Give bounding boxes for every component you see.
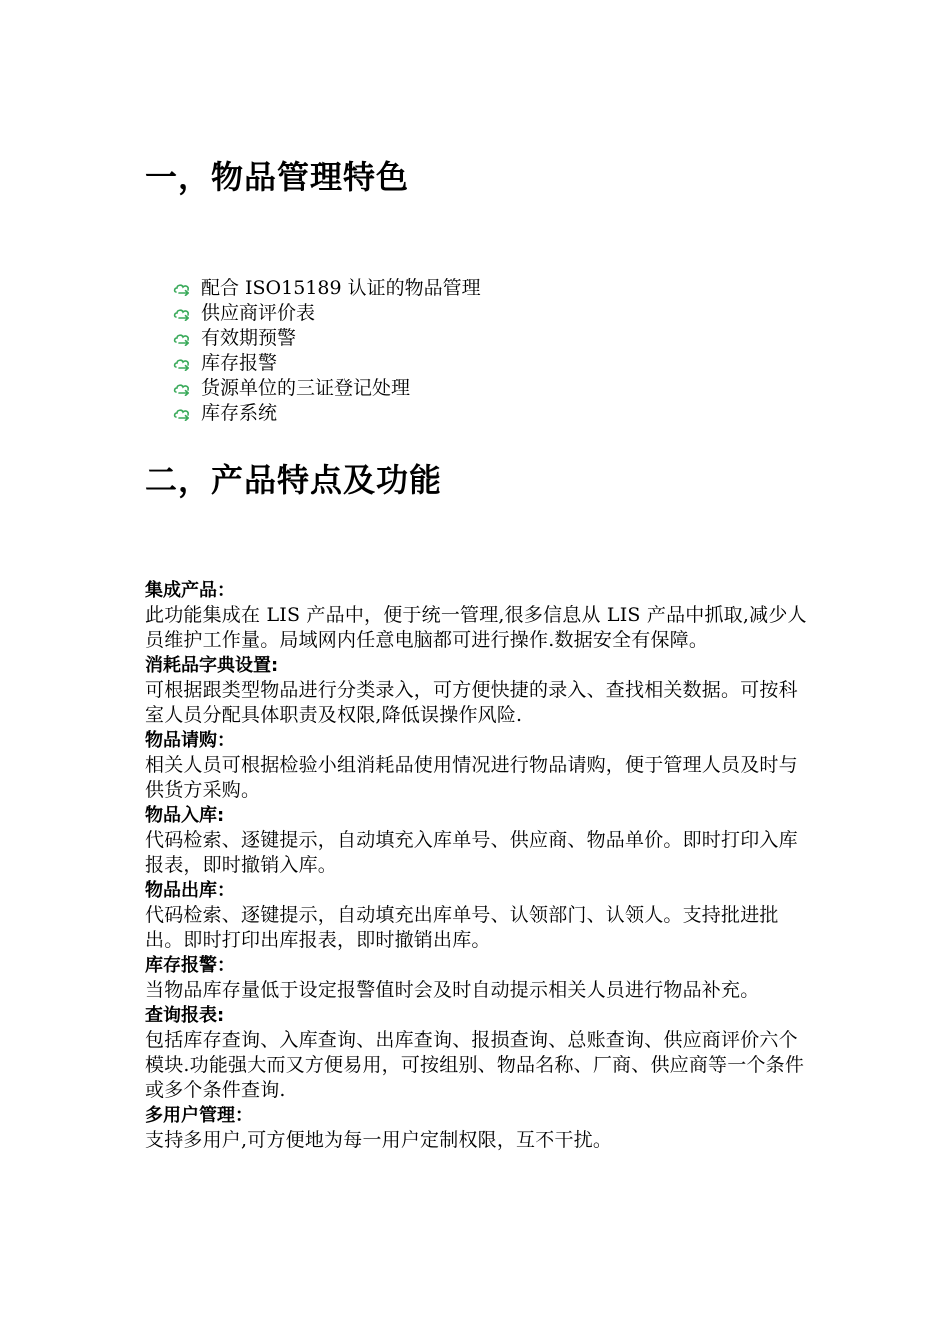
section-title-stock-alarm: 库存报警：: [145, 955, 235, 976]
section-body-purchase: 相关人员可根据检验小组消耗品使用情况进行物品请购，便于管理人员及时与供货方采购。: [145, 754, 798, 801]
section-title-purchase: 物品请购：: [145, 730, 235, 751]
cloud-arrow-bullet-icon: [173, 357, 193, 371]
cloud-arrow-bullet-icon: [173, 332, 193, 346]
list-item: [173, 301, 481, 326]
section-body-reports: 包括库存查询、入库查询、出库查询、报损查询、总账查询、供应商评价六个模块.功能强大而又方便易用，可按组别、物品名称、厂商、供应商等一个条件或多个条件查询.: [145, 1029, 805, 1101]
section-body-multi-user: 支持多用户,可方便地为每一用户定制权限，互不干扰。: [145, 1129, 613, 1151]
list-item: [173, 276, 481, 301]
section-title-stock-out: 物品出库：: [145, 880, 235, 901]
section-title-stock-in: 物品入库:: [145, 805, 225, 826]
section-body-stock-out: 代码检索、逐键提示，自动填充出库单号、认领部门、认领人。支持批进批出。即时打印出库报表，即时撤销出库。: [145, 904, 779, 951]
cloud-arrow-bullet-icon: [173, 307, 193, 321]
cloud-arrow-bullet-icon: [173, 382, 193, 396]
section-title-dictionary: 消耗品字典设置:: [145, 655, 279, 676]
feature-list: [173, 276, 481, 426]
feature-text: 配合 ISO15189 认证的物品管理: [201, 277, 481, 299]
cloud-arrow-bullet-icon: [173, 282, 193, 296]
feature-text: 货源单位的三证登记处理: [201, 377, 411, 399]
section-title-reports: 查询报表:: [145, 1005, 225, 1026]
section-body-integration: 此功能集成在 LIS 产品中，便于统一管理,很多信息从 LIS 产品中抓取,减少人员维护工作量。局域网内任意电脑都可进行操作.数据安全有保障。: [145, 604, 807, 651]
list-item: [173, 351, 481, 376]
cloud-arrow-bullet-icon: [173, 407, 193, 421]
section-body-stock-in: 代码检索、逐键提示，自动填充入库单号、供应商、物品单价。即时打印入库报表，即时撤销入库。: [145, 829, 798, 876]
feature-text: 有效期预警: [201, 327, 297, 349]
list-item: [173, 326, 481, 351]
section-body-dictionary: 可根据跟类型物品进行分类录入，可方便快捷的录入、查找相关数据。可按科室人员分配具体职责及权限,降低误操作风险.: [145, 679, 798, 726]
list-item: [173, 376, 481, 401]
section-heading-features: 一，物品管理特色: [145, 158, 410, 196]
list-item: [173, 401, 481, 426]
feature-text: 库存系统: [201, 402, 278, 424]
section-heading-product: 二，产品特点及功能: [145, 461, 443, 499]
feature-text: 库存报警: [201, 352, 278, 374]
section-body-stock-alarm: 当物品库存量低于设定报警值时会及时自动提示相关人员进行物品补充。: [145, 979, 760, 1001]
section-title-integration: 集成产品：: [145, 580, 235, 601]
feature-text: 供应商评价表: [201, 302, 316, 324]
product-sections: [145, 578, 810, 1153]
section-title-multi-user: 多用户管理：: [145, 1105, 253, 1126]
